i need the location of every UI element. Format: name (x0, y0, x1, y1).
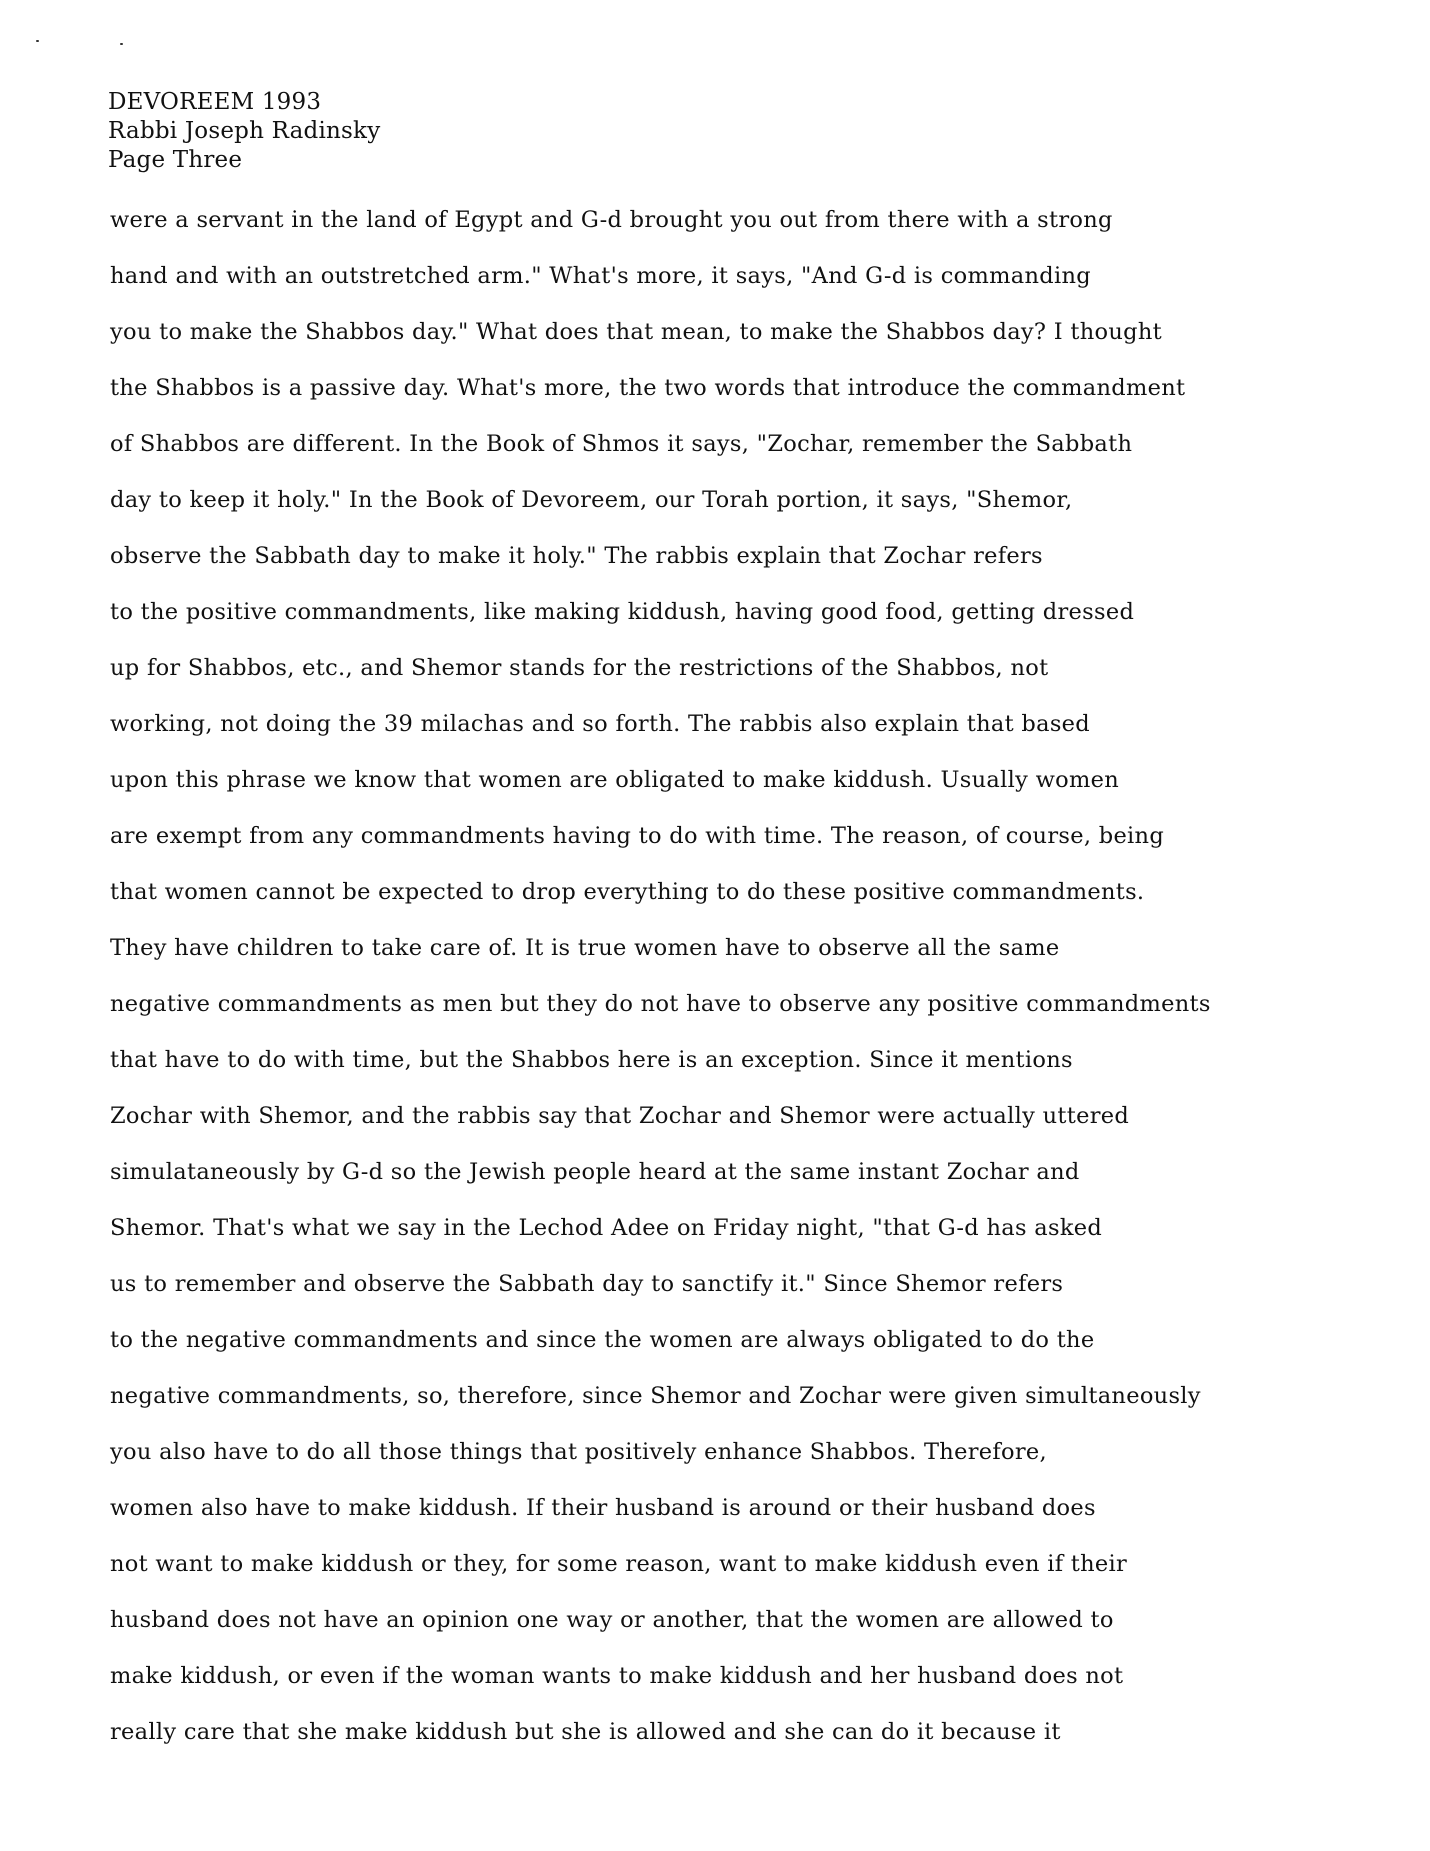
text-line: negative commandments as men but they do not have to observe any positive commandments (110, 991, 1211, 1017)
text-line: to the negative commandments and since the women are always obligated to do the (110, 1327, 1095, 1353)
text-line: up for Shabbos, etc., and Shemor stands for the restrictions of the Shabbos, not (110, 655, 1049, 681)
text-line: husband does not have an opinion one way or another, that the women are allowed to (110, 1607, 1114, 1633)
header-title: DEVOREEM 1993 (108, 89, 322, 115)
text-line: Zochar with Shemor, and the rabbis say that Zochar and Shemor were actually uttered (110, 1103, 1130, 1129)
scan-specks (36, 32, 136, 48)
text-line: to the positive commandments, like making kiddush, having good food, getting dressed (110, 599, 1135, 625)
header-page-number: Page Three (108, 147, 243, 173)
text-line: hand and with an outstretched arm." What's more, it says, "And G-d is commanding (110, 263, 1091, 289)
text-line: Shemor. That's what we say in the Lechod Adee on Friday night, "that G-d has asked (110, 1215, 1103, 1241)
text-line: really care that she make kiddush but she is allowed and she can do it because it (110, 1719, 1061, 1745)
text-line: were a servant in the land of Egypt and G-d brought you out from there with a strong (110, 207, 1113, 233)
text-line: you also have to do all those things that positively enhance Shabbos. Therefore, (110, 1439, 1047, 1465)
text-line: negative commandments, so, therefore, since Shemor and Zochar were given simultaneously (110, 1383, 1201, 1409)
text-line: that women cannot be expected to drop everything to do these positive commandments. (110, 879, 1145, 905)
document-header (108, 88, 380, 175)
header-author: Rabbi Joseph Radinsky (108, 118, 381, 144)
scan-speck (120, 43, 123, 45)
text-line: day to keep it holy." In the Book of Devoreem, our Torah portion, it says, "Shemor, (110, 487, 1073, 513)
text-line: working, not doing the 39 milachas and so forth. The rabbis also explain that based (110, 711, 1090, 737)
text-line: are exempt from any commandments having to do with time. The reason, of course, being (110, 823, 1165, 849)
text-line: you to make the Shabbos day." What does that mean, to make the Shabbos day? I thought (110, 319, 1162, 345)
text-line: simulataneously by G-d so the Jewish people heard at the same instant Zochar and (110, 1159, 1080, 1185)
body-text (110, 192, 1310, 1760)
text-line: observe the Sabbath day to make it holy." The rabbis explain that Zochar refers (110, 543, 1043, 569)
text-line: us to remember and observe the Sabbath day to sanctify it." Since Shemor refers (110, 1271, 1064, 1297)
text-line: that have to do with time, but the Shabbos here is an exception. Since it mentions (110, 1047, 1073, 1073)
text-line: make kiddush, or even if the woman wants to make kiddush and her husband does not (110, 1663, 1124, 1689)
text-line: women also have to make kiddush. If their husband is around or their husband does (110, 1495, 1096, 1521)
scan-speck (36, 40, 39, 42)
text-line: the Shabbos is a passive day. What's more, the two words that introduce the commandment (110, 375, 1186, 401)
text-line: upon this phrase we know that women are obligated to make kiddush. Usually women (110, 767, 1120, 793)
text-line: They have children to take care of. It is true women have to observe all the same (110, 935, 1060, 961)
text-line: of Shabbos are different. In the Book of Shmos it says, "Zochar, remember the Sabbath (110, 431, 1133, 457)
text-line: not want to make kiddush or they, for some reason, want to make kiddush even if their (110, 1551, 1128, 1577)
